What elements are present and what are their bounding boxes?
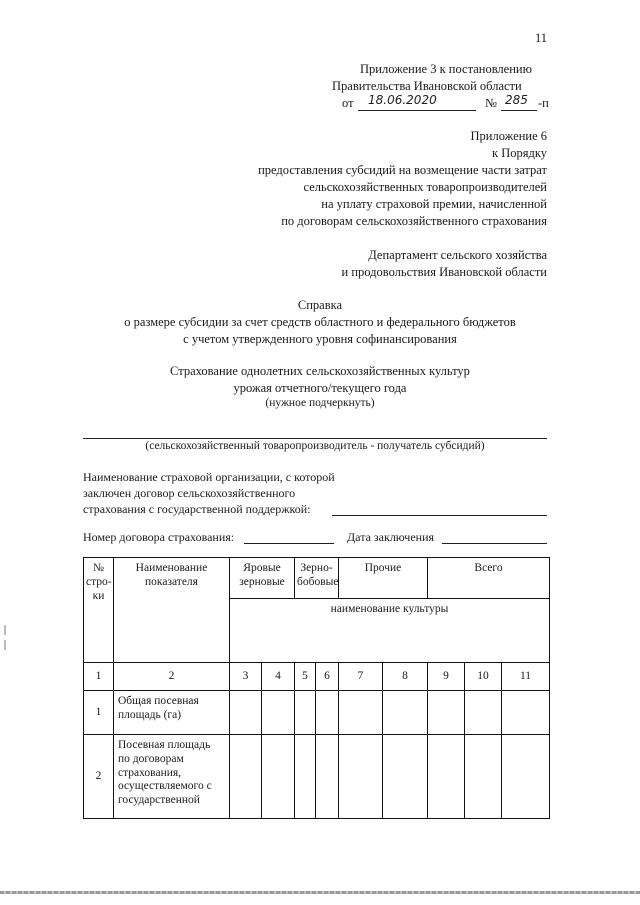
- col-number: 1: [84, 663, 114, 691]
- table-cell: [465, 691, 502, 735]
- col-number: 10: [465, 663, 502, 691]
- table-cell: [428, 691, 465, 735]
- table-cell: [339, 691, 383, 735]
- conclusion-date-underline: [442, 530, 547, 544]
- producer-caption: (сельскохозяйственный товаропроизводитель - получатель субсидий): [145, 440, 485, 452]
- header-crop-name: наименование культуры: [230, 599, 550, 663]
- scan-edge: [0, 891, 640, 894]
- insurer-line3: страхования с государственной поддержкой:: [83, 502, 311, 516]
- page-number: 11: [535, 31, 548, 45]
- table-row: [84, 691, 550, 735]
- insurance-line2: урожая отчетного/текущего года: [233, 381, 407, 395]
- table-cell: [230, 735, 262, 819]
- header-other: Прочие: [339, 558, 428, 599]
- insurance-note: (нужное подчеркнуть): [265, 397, 375, 409]
- insurer-underline: [332, 502, 547, 516]
- header-total: Всего: [428, 558, 550, 599]
- header-indicator: Наименование показателя: [114, 558, 230, 663]
- table-cell: [316, 735, 339, 819]
- header-legumes: Зерно- бобовые: [295, 558, 339, 599]
- col-number: 6: [316, 663, 339, 691]
- row-number: 1: [84, 691, 114, 735]
- col-number: 4: [262, 663, 295, 691]
- col-number: 8: [383, 663, 428, 691]
- table-row: [84, 735, 550, 819]
- certificate-line2: с учетом утвержденного уровня софинансирования: [183, 332, 457, 346]
- appendix3-line1: Приложение 3 к постановлению: [360, 62, 532, 76]
- certificate-line1: о размере субсидии за счет средств областного и федерального бюджетов: [124, 315, 516, 329]
- table-cell: [262, 735, 295, 819]
- appendix3-line2: Правительства Ивановской области: [332, 79, 522, 93]
- insurer-line2: заключен договор сельскохозяйственного: [83, 486, 296, 500]
- department-line1: Департамент сельского хозяйства: [368, 248, 547, 262]
- number-suffix: -п: [538, 96, 549, 110]
- table-cell: [502, 691, 550, 735]
- col-number: 9: [428, 663, 465, 691]
- col-number: 7: [339, 663, 383, 691]
- appendix6-line4: сельскохозяйственных товаропроизводителей: [303, 180, 547, 194]
- row-indicator: Общая посевная площадь (га): [114, 691, 230, 735]
- contract-number-label: Номер договора страхования:: [83, 530, 235, 544]
- column-number-row: [84, 663, 550, 691]
- table-cell: [339, 735, 383, 819]
- table-cell: [428, 735, 465, 819]
- col-number: 11: [502, 663, 550, 691]
- appendix6-line3: предоставления субсидий на возмещение части затрат: [258, 163, 547, 177]
- table-cell: [295, 735, 316, 819]
- header-row-1: [84, 558, 550, 599]
- certificate-title: Справка: [297, 298, 343, 312]
- table-cell: [230, 691, 262, 735]
- handwritten-number: 285: [505, 93, 528, 107]
- header-row-number: № стро- ки: [84, 558, 114, 663]
- scan-mark: [4, 625, 6, 635]
- appendix6-line6: по договорам сельскохозяйственного страхования: [281, 214, 547, 228]
- table-cell: [465, 735, 502, 819]
- col-number: 5: [295, 663, 316, 691]
- row-number: 2: [84, 735, 114, 819]
- table-cell: [262, 691, 295, 735]
- department-line2: и продовольствия Ивановской области: [341, 265, 547, 279]
- handwritten-date: 18.06.2020: [368, 93, 437, 107]
- insurer-line1: Наименование страховой организации, с которой: [83, 470, 335, 484]
- appendix6-line1: Приложение 6: [470, 129, 547, 143]
- conclusion-date-label: Дата заключения: [347, 530, 435, 544]
- insurance-line1: Страхование однолетних сельскохозяйственных культур: [170, 364, 470, 378]
- appendix6-line5: на уплату страховой премии, начисленной: [321, 197, 547, 211]
- col-number: 2: [114, 663, 230, 691]
- producer-line: [83, 421, 547, 439]
- table-cell: [383, 735, 428, 819]
- subsidy-table: [83, 557, 550, 819]
- from-label: от: [342, 96, 354, 110]
- scan-mark: [4, 640, 6, 650]
- contract-number-underline: [244, 530, 334, 544]
- appendix6-line2: к Порядку: [492, 146, 547, 160]
- table-cell: [295, 691, 316, 735]
- table-cell: [316, 691, 339, 735]
- table-cell: [383, 691, 428, 735]
- col-number: 3: [230, 663, 262, 691]
- table-cell: [502, 735, 550, 819]
- number-label: №: [485, 96, 497, 110]
- header-spring-grain: Яровые зерновые: [230, 558, 295, 599]
- row-indicator: Посевная площадь по договорам страхования, осуществляемого с государственной: [114, 735, 230, 819]
